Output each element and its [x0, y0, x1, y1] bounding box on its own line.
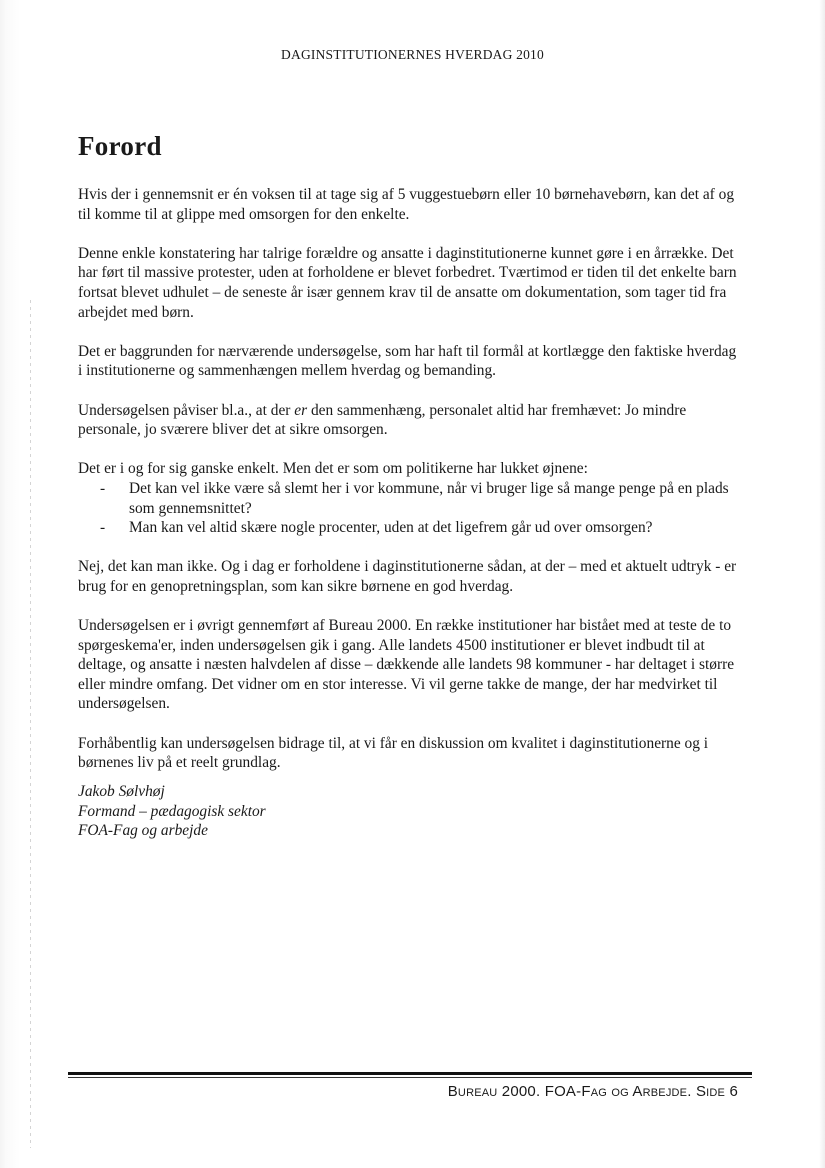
scan-edge-right [819, 0, 825, 1168]
findings-text-end: den sammenhæng, personalet altid har fremhævet: Jo mindre personale, jo sværere bliver det at sikre omsorgen. [78, 401, 687, 439]
findings-emphasis: er [294, 401, 308, 419]
paragraph-findings [78, 401, 744, 440]
list-item [78, 479, 744, 518]
quote-list [78, 479, 744, 538]
running-header-title: DAGINSTITUTIONERNES HVERDAG [281, 47, 513, 62]
footer-rule-thin [68, 1077, 752, 1078]
running-header-year: 2010 [516, 47, 544, 62]
paragraph-intro: Hvis der i gennemsnit er én voksen til at tage sig af 5 vuggestuebørn eller 10 børnehavebørn, kan det af og til komme til at glippe med omsorgen for den enkelte. [78, 186, 735, 223]
signature-block [78, 782, 266, 841]
list-dash: - [100, 519, 106, 537]
paragraph-politicians: Det er i og for sig ganske enkelt. Men det er som om politikerne har lukket øjnene: [78, 460, 588, 478]
findings-text-start: Undersøgelsen påviser bl.a., at der [78, 401, 295, 419]
page-title: Forord [78, 131, 162, 161]
list-item [78, 518, 744, 538]
paragraph-background: Det er baggrunden for nærværende undersøgelse, som har haft til formål at kortlægge den faktiske hverdag i institutionerne og sammenhængen mellem hverdag og bemanding. [78, 342, 737, 380]
paragraph-closing: Forhåbentlig kan undersøgelsen bidrage til, at vi får en diskussion om kvalitet i daginstitutionerne og i børnenes liv på et reelt grundlag. [78, 734, 709, 772]
footer-rule-thick [68, 1072, 752, 1075]
paragraph-method: Undersøgelsen er i øvrigt gennemført af Bureau 2000. En række institutioner har bistået med at teste de to spørgeskema'er, inden undersøgelsen gik i gang. Alle landets 4500 institutioner er blevet indbudt til at deltage, og ansatte i næsten halvdelen af disse – dækkende alle landets 98 kommuner - har deltaget i større eller mindre omfang. Det vidner om en stor interesse. Vi vil gerne takke de mange, der har medvirket til undersøgelsen. [78, 617, 735, 713]
paragraph-conclusion: Nej, det kan man ikke. Og i dag er forholdene i daginstitutionerne sådan, at der – med et aktuelt udtryk - er brug for en genopretningsplan, som kan sikre børnene en god hverdag. [78, 558, 737, 595]
signature-name: Jakob Sølvhøj [78, 783, 165, 800]
list-item-text: Man kan vel altid skære nogle procenter, uden at det ligefrem går ud over omsorgen? [129, 519, 653, 537]
running-header [0, 47, 825, 63]
list-dash: - [100, 479, 106, 497]
scan-edge-left [0, 0, 34, 1168]
signature-role: Formand – pædagogisk sektor [78, 802, 266, 820]
list-item-text: Det kan vel ikke være så slemt her i vor kommune, når vi bruger lige så mange penge på en plads som gennemsnittet? [129, 479, 729, 517]
body-text [78, 185, 744, 792]
paragraph-observation: Denne enkle konstatering har talrige forældre og ansatte i daginstitutionerne kunnet gøre i en årrække. Det har ført til massive protester, uden at forholdene er blevet forbedret. Tværtimod er tiden til det enkelte barn fortsat blevet udhulet – de seneste år især gennem krav til de ansatte om dokumentation, som tager tid fra arbejdet med børn. [78, 244, 737, 321]
page-footer: Bureau 2000. FOA-Fag og Arbejde. Side 6 [447, 1083, 738, 1100]
signature-organization: FOA-Fag og arbejde [78, 822, 208, 840]
